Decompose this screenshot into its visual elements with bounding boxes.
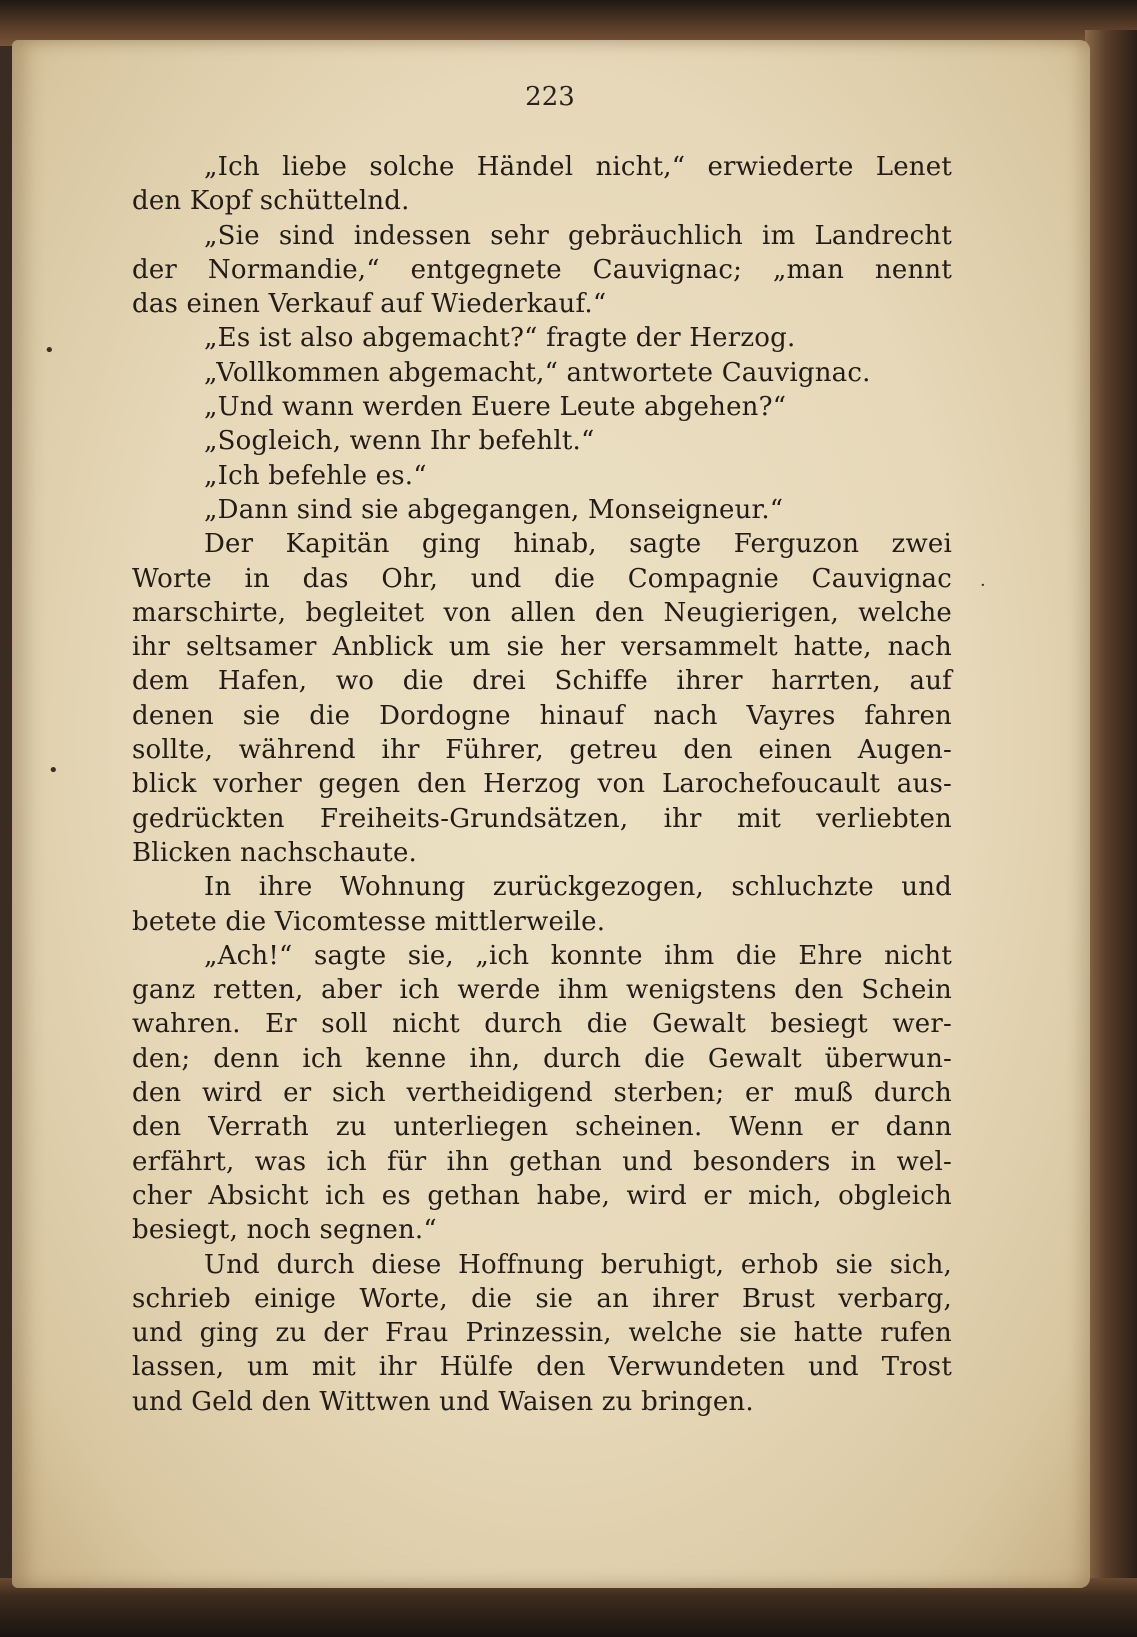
text-line: den; denn ich kenne ihn, durch die Gewalt überwun-	[132, 1043, 952, 1074]
text-line: betete die Vicomtesse mittlerweile.	[132, 906, 606, 937]
text-line: und ging zu der Frau Prinzessin, welche sie hatte rufen	[132, 1318, 952, 1349]
text-line: erfährt, was ich für ihn gethan und besonders in wel-	[132, 1146, 952, 1177]
text-line: „Ich befehle es.“	[204, 460, 427, 491]
text-line: „Sogleich, wenn Ihr befehlt.“	[204, 426, 595, 457]
margin-mark: •	[44, 340, 55, 361]
text-line: besiegt, noch segnen.“	[132, 1215, 437, 1246]
text-line: Und durch diese Hoffnung beruhigt, erhob sie sich,	[204, 1249, 952, 1280]
text-line: schrieb einige Worte, die sie an ihrer Brust verbarg,	[132, 1283, 952, 1314]
text-line: der Normandie,“ entgegnete Cauvignac; „man nennt	[132, 254, 952, 285]
text-line: Blicken nachschaute.	[132, 837, 417, 868]
page-number: 223	[525, 82, 575, 112]
body-text	[132, 150, 952, 1419]
text-line: marschirte, begleitet von allen den Neugierigen, welche	[132, 597, 952, 628]
text-line: „Vollkommen abgemacht,“ antwortete Cauvignac.	[204, 357, 871, 388]
margin-mark: ·	[980, 575, 986, 596]
text-line: Der Kapitän ging hinab, sagte Ferguzon zwei	[204, 529, 952, 560]
text-line: und Geld den Wittwen und Waisen zu bringen.	[132, 1386, 754, 1417]
text-line: „Ach!“ sagte sie, „ich konnte ihm die Ehre nicht	[204, 940, 952, 971]
text-line: „Sie sind indessen sehr gebräuchlich im Landrecht	[204, 220, 952, 251]
text-line: ihr seltsamer Anblick um sie her versammelt hatte, nach	[132, 632, 952, 663]
text-line: gedrückten Freiheits-Grundsätzen, ihr mit verliebten	[132, 803, 952, 834]
text-line: blick vorher gegen den Herzog von Larochefoucault aus-	[132, 769, 952, 800]
text-line: „Und wann werden Euere Leute abgehen?“	[204, 392, 787, 423]
text-line: „Dann sind sie abgegangen, Monseigneur.“	[204, 494, 784, 525]
margin-mark: •	[48, 760, 59, 781]
text-line: denen sie die Dordogne hinauf nach Vayres fahren	[132, 700, 952, 731]
text-line: In ihre Wohnung zurückgezogen, schluchzte und	[204, 872, 952, 903]
text-line: den wird er sich vertheidigend sterben; er muß durch	[132, 1078, 952, 1109]
text-line: wahren. Er soll nicht durch die Gewalt besiegt wer-	[132, 1009, 952, 1040]
cover-edge-right	[1085, 30, 1137, 1600]
text-line: sollte, während ihr Führer, getreu den einen Augen-	[132, 735, 952, 766]
text-line: den Verrath zu unterliegen scheinen. Wenn er dann	[132, 1112, 952, 1143]
text-line: ganz retten, aber ich werde ihm wenigstens den Schein	[132, 975, 952, 1006]
text-line: „Es ist also abgemacht?“ fragte der Herzog.	[204, 323, 796, 354]
text-line: das einen Verkauf auf Wiederkauf.“	[132, 289, 607, 320]
text-line: „Ich liebe solche Händel nicht,“ erwiederte Lenet	[204, 152, 952, 182]
text-line: lassen, um mit ihr Hülfe den Verwundeten und Trost	[132, 1352, 952, 1383]
text-line: Worte in das Ohr, und die Compagnie Cauvignac	[132, 563, 952, 594]
text-line: dem Hafen, wo die drei Schiffe ihrer harrten, auf	[132, 666, 952, 697]
text-line: cher Absicht ich es gethan habe, wird er mich, obgleich	[132, 1180, 952, 1211]
text-line: den Kopf schüttelnd.	[132, 186, 410, 217]
